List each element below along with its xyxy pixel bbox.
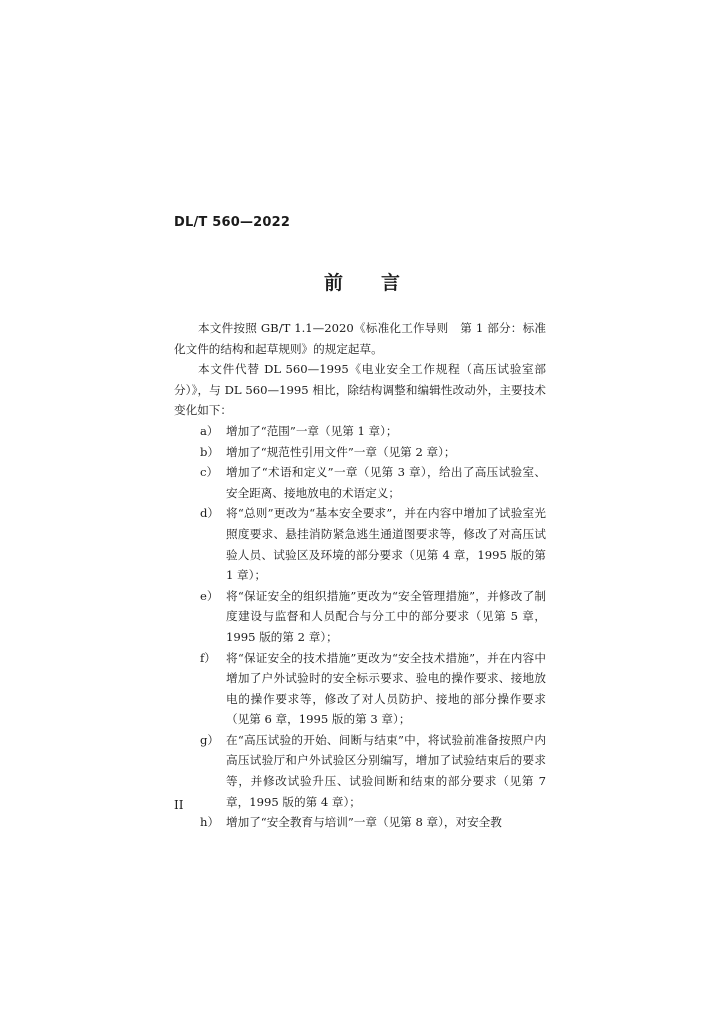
list-marker: f） bbox=[200, 650, 216, 665]
list-item-text: 增加了“术语和定义”一章（见第 3 章），给出了高压试验室、安全距离、接地放电的术语定义； bbox=[226, 465, 546, 500]
list-marker: h） bbox=[200, 815, 220, 830]
list-item-text: 增加了“范围”一章（见第 1 章）； bbox=[226, 423, 398, 438]
list-item-text: 将“保证安全的技术措施”更改为“安全技术措施”，并在内容中增加了户外试验时的安全标示要求、验电的操作要求、接地放电的操作要求等，修改了对人员防护、接地的部分操作要求（见第 6 章，1995 版的第 3 章）； bbox=[226, 650, 546, 727]
paragraph-drafting-rules: 本文件按照 GB/T 1.1—2020《标准化工作导则 第 1 部分：标准化文件的结构和起草规则》的规定起草。 bbox=[174, 321, 546, 356]
list-item bbox=[174, 421, 546, 442]
list-item bbox=[174, 442, 546, 463]
list-item bbox=[174, 503, 546, 585]
title-char-2: 言 bbox=[381, 272, 401, 294]
list-item bbox=[174, 648, 546, 730]
document-code: DL/T 560—2022 bbox=[174, 215, 291, 230]
title-char-1: 前 bbox=[323, 272, 343, 294]
list-item bbox=[174, 730, 546, 812]
list-item-text: 在“高压试验的开始、间断与结束”中，将试验前准备按照户内高压试验厅和户外试验区分别编写，增加了试验结束后的要求等，并修改试验升压、试验间断和结束的部分要求（见第 7 章，1995 版的第 4 章）； bbox=[226, 732, 546, 809]
foreword-body bbox=[174, 318, 546, 833]
list-marker: a） bbox=[200, 423, 219, 438]
page-title bbox=[0, 268, 724, 295]
list-item-text: 增加了“规范性引用文件”一章（见第 2 章）； bbox=[226, 444, 456, 459]
list-marker: g） bbox=[200, 732, 220, 747]
list-item bbox=[174, 812, 546, 833]
list-item-text: 将“总则”更改为“基本安全要求”，并在内容中增加了试验室光照度要求、悬挂消防紧急逃生通道图要求等，修改了对高压试验人员、试验区及环境的部分要求（见第 4 章，1995 版的第 1 章）； bbox=[226, 506, 546, 583]
list-marker: e） bbox=[200, 588, 219, 603]
list-item bbox=[174, 462, 546, 503]
list-item-text: 增加了“安全教育与培训”一章（见第 8 章），对安全教 bbox=[226, 815, 502, 830]
page-number: II bbox=[174, 798, 184, 812]
list-item bbox=[174, 586, 546, 648]
list-marker: b） bbox=[200, 444, 220, 459]
paragraph-replacement: 本文件代替 DL 560—1995《电业安全工作规程（高压试验室部分）》，与 DL 560—1995 相比，除结构调整和编辑性改动外，主要技术变化如下： bbox=[174, 362, 546, 418]
list-marker: d） bbox=[200, 506, 220, 521]
list-item-text: 将“保证安全的组织措施”更改为“安全管理措施”，并修改了制度建设与监督和人员配合与分工中的部分要求（见第 5 章，1995 版的第 2 章）； bbox=[226, 588, 546, 644]
list-marker: c） bbox=[200, 465, 219, 480]
